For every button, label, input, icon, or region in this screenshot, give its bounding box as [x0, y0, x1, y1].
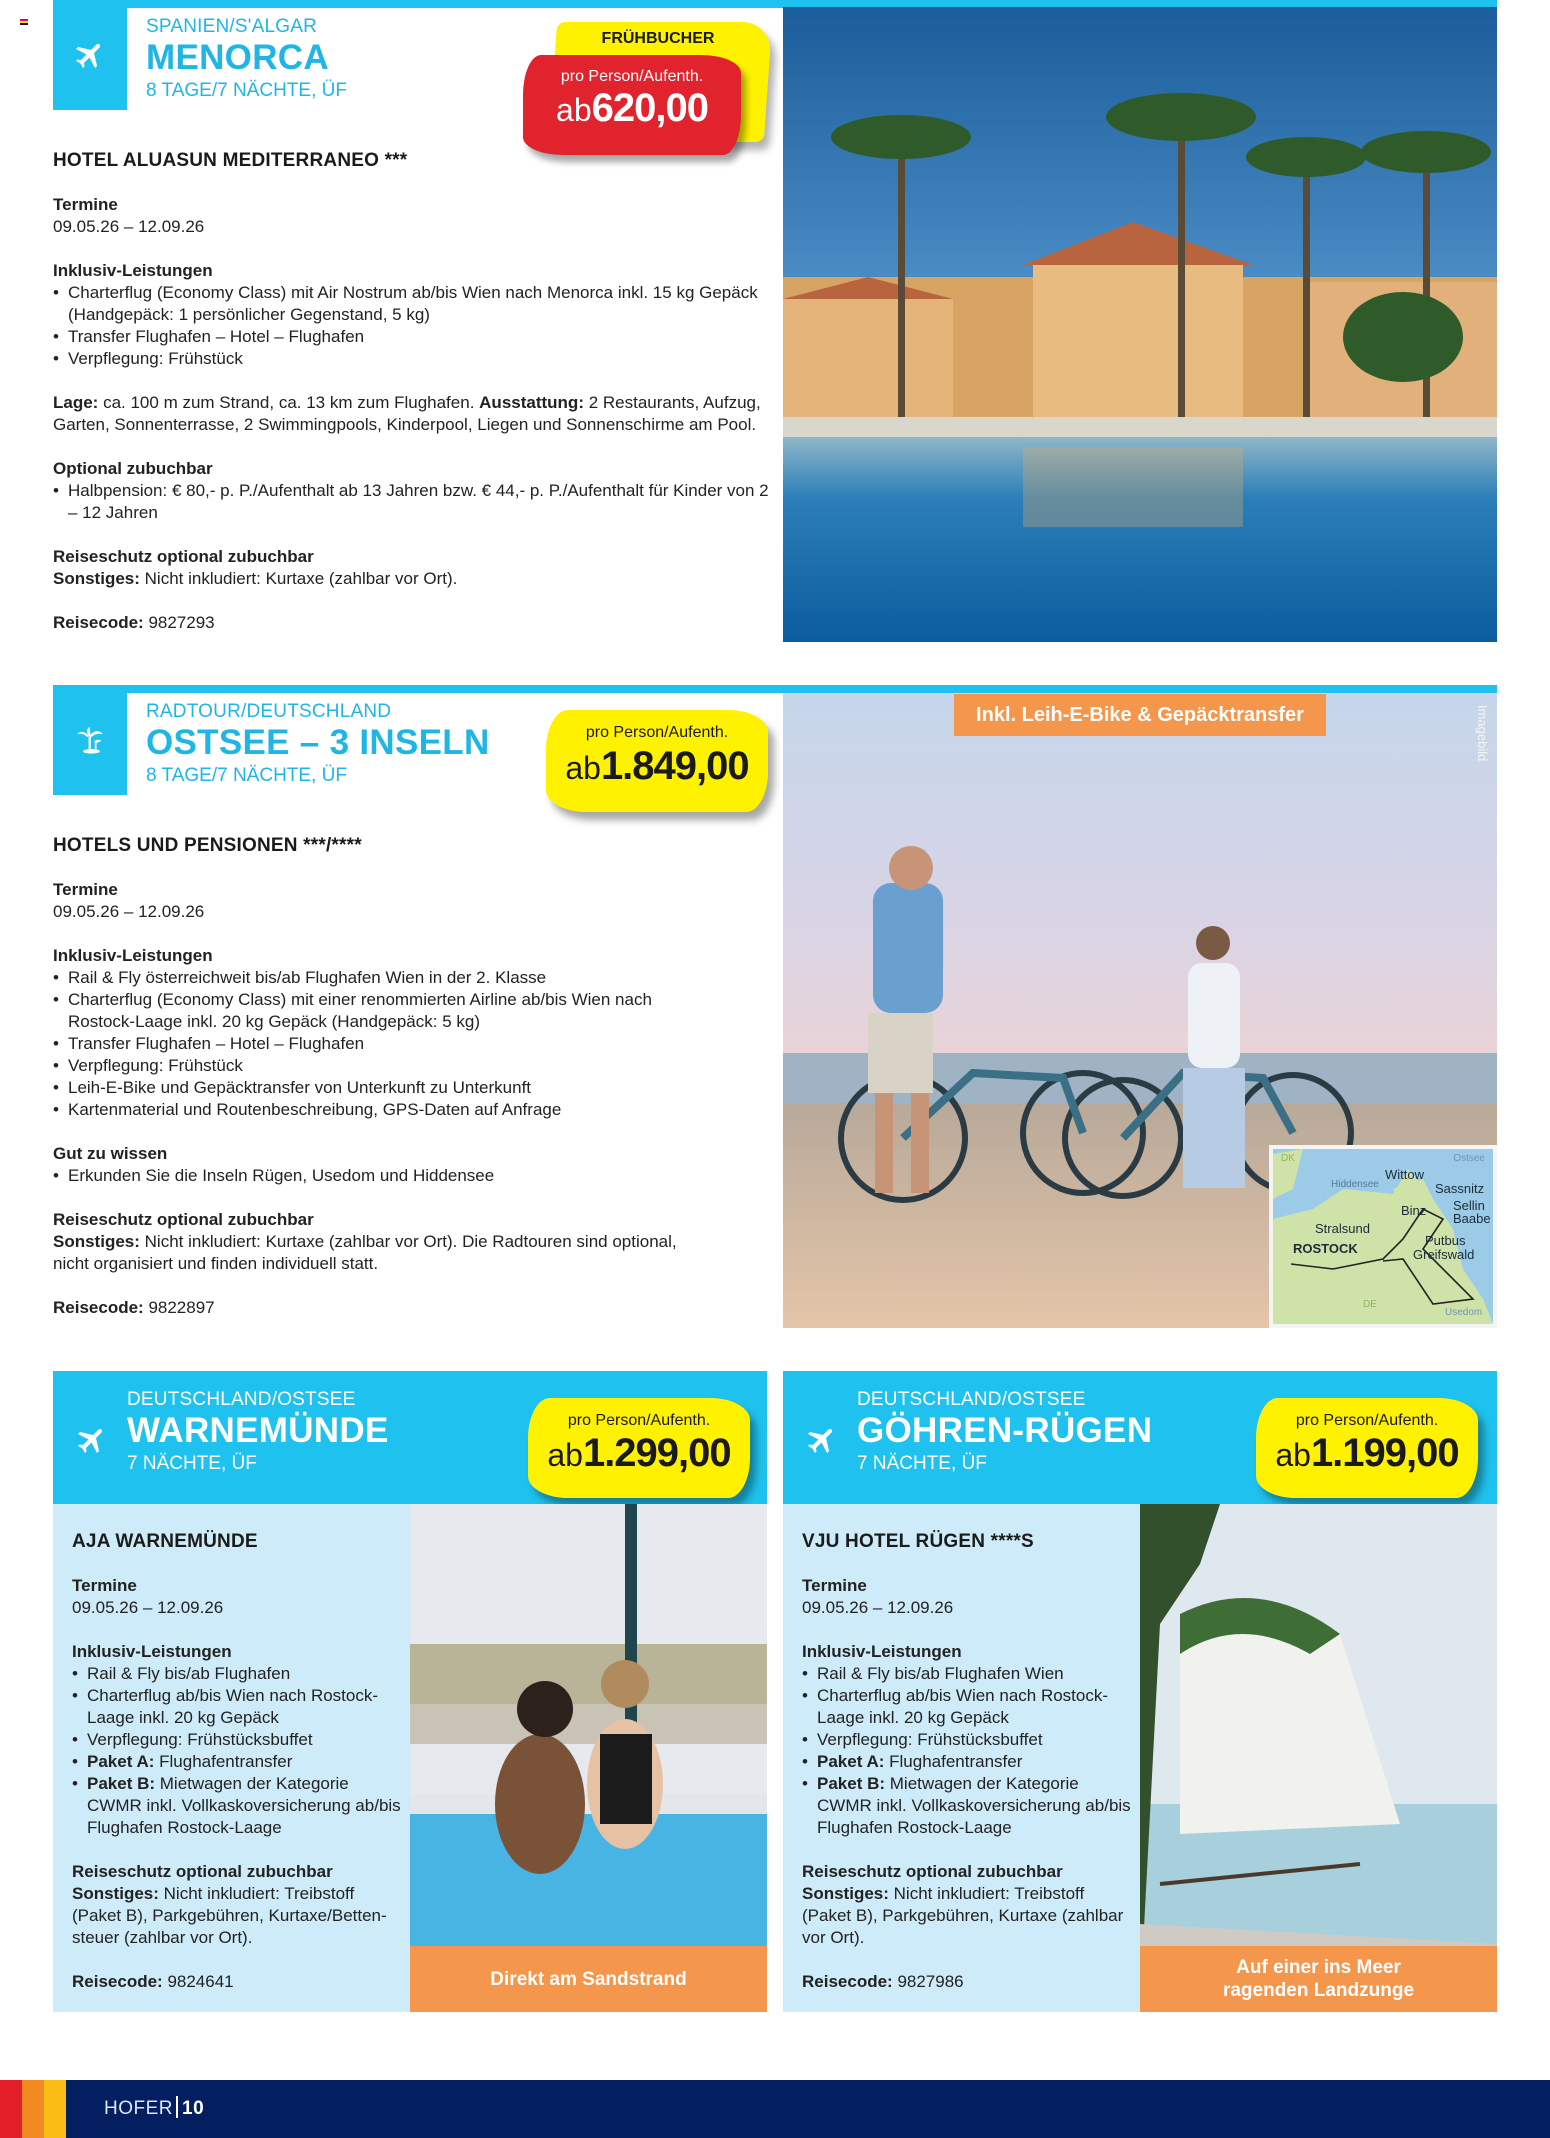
travel-dates: 09.05.26 – 12.09.26	[802, 1598, 954, 1617]
offer-duration: 8 TAGE/7 NÄCHTE, ÜF	[146, 765, 347, 787]
highlight-banner: Auf einer ins Meer ragenden Landzunge	[1140, 1946, 1497, 2012]
price-tag	[546, 710, 768, 812]
card-title: WARNEMÜNDE	[127, 1411, 389, 1450]
offer-region: SPANIEN/S'ALGAR	[146, 16, 317, 37]
earlybird-badge: FRÜHBUCHER	[601, 30, 715, 47]
brand-stripe-orange	[22, 2080, 44, 2138]
misc-block: Reiseschutz optional zubuchbar Sonstiges: Nicht inkludiert: Treibstoff (Paket B), Parkgebühren, Kurtaxe/Bettensteuer (zahlbar vor Ort).	[72, 1862, 387, 1947]
pool-couple-illustration	[410, 1504, 767, 2012]
card-duration: 7 NÄCHTE, ÜF	[127, 1453, 257, 1475]
list-item: • Transfer Flughafen – Hotel – Flughafen	[53, 1033, 693, 1055]
price-per-person: pro Person/Aufenth.	[567, 1412, 711, 1429]
brand-stripe-red	[0, 2080, 22, 2138]
offer-title: MENORCA	[146, 38, 329, 77]
card-details	[72, 1531, 402, 1993]
travel-dates: 09.05.26 – 12.09.26	[53, 217, 205, 236]
hotel-photo-pool	[783, 7, 1497, 642]
price-per-person: pro Person/Aufenth.	[560, 68, 704, 85]
inclusive-services: Inklusiv-Leistungen • Charterflug (Economy Class) mit Air Nostrum ab/bis Wien nach Menorca inkl. 15 kg Gepäck (Handgepäck: 1 persönlicher Gegenstand, 5 kg) • Transfer Flughafen – Hotel – Flughafen • Verpflegung: Frühstück	[53, 260, 773, 370]
image-disclaimer: Imagebild	[1475, 705, 1490, 762]
dates-block: Termine 09.05.26 – 12.09.26	[72, 1575, 402, 1619]
offer-heading	[146, 16, 347, 102]
location-amenities: Lage: ca. 100 m zum Strand, ca. 13 km zum Flughafen. Ausstattung: 2 Restaurants, Aufzug, Garten, Sonnenterrasse, 2 Swimmingpools, Kinderpool, Liegen und Sonnenschirme am Pool.	[53, 393, 761, 434]
list-item: • Rail & Fly bis/ab Flughafen Wien	[802, 1663, 1132, 1685]
travel-code: Reisecode: 9824641	[72, 1972, 234, 1991]
optional-extras: Optional zubuchbar • Halbpension: € 80,- p. P./Aufenthalt ab 13 Jahren bzw. € 44,- p. P./Aufenthalt für Kinder von 2 – 12 Jahren	[53, 458, 773, 524]
card-heading	[127, 1389, 389, 1475]
offer-heading	[146, 701, 490, 787]
offer-title: OSTSEE – 3 INSELN	[146, 723, 490, 762]
price-tag	[1256, 1398, 1478, 1498]
card-duration: 7 NÄCHTE, ÜF	[857, 1453, 987, 1475]
list-item: • Verpflegung: Frühstücksbuffet	[802, 1729, 1132, 1751]
list-item: • Verpflegung: Frühstück	[53, 348, 773, 370]
dates-block: Termine 09.05.26 – 12.09.26	[53, 194, 773, 238]
route-map: DK Ostsee Wittow Hiddensee Sassnitz Binz Sellin Baabe Stralsund Putbus ROSTOCK Greifswald DE Usedom	[1269, 1145, 1497, 1328]
card-heading	[857, 1389, 1152, 1475]
list-item: • Leih-E-Bike und Gepäcktransfer von Unterkunft zu Unterkunft	[53, 1077, 693, 1099]
pool-palms-illustration	[783, 7, 1497, 642]
card-title: GÖHREN-RÜGEN	[857, 1411, 1153, 1450]
hotel-name: VJU HOTEL RÜGEN ****S	[802, 1531, 1034, 1552]
misc-block: Reiseschutz optional zubuchbar Sonstiges: Nicht inkludiert: Kurtaxe (zahlbar vor Ort). Die Radtouren sind optional, nicht organisiert und finden individuell statt.	[53, 1210, 677, 1273]
travel-type-badge	[53, 0, 127, 110]
list-item: • Paket B: Mietwagen der Kategorie CWMR inkl. Vollkaskoversicherung ab/bis Flughafen Rostock-Laage	[72, 1773, 402, 1839]
list-item: • Paket A: Flughafentransfer	[802, 1751, 1132, 1773]
misc-block: Reiseschutz optional zubuchbar Sonstiges: Nicht inkludiert: Treibstoff (Paket B), Parkgebühren, Kurtaxe (zahlbar vor Ort).	[802, 1862, 1124, 1947]
palm-tree-icon	[73, 723, 107, 757]
list-item: • Erkunden Sie die Inseln Rügen, Usedom und Hiddensee	[53, 1165, 773, 1187]
inclusive-services: Inklusiv-Leistungen • Rail & Fly bis/ab Flughafen Wien • Charterflug ab/bis Wien nach Rostock-Laage inkl. 20 kg Gepäck • Verpflegung: Frühstücksbuffet • Paket A: Flughafentransfer • Paket B: Mietwagen der Kategorie CWMR inkl. Vollkaskoversicherung ab/bis Flughafen Rostock-Laage	[802, 1641, 1132, 1839]
list-item: • Paket A: Flughafentransfer	[72, 1751, 402, 1773]
chalk-cliff-illustration	[1140, 1504, 1497, 2012]
price-tag	[528, 1398, 750, 1498]
offer-region: RADTOUR/DEUTSCHLAND	[146, 701, 392, 722]
brand-stripe-yellow	[44, 2080, 66, 2138]
good-to-know: Gut zu wissen • Erkunden Sie die Inseln Rügen, Usedom und Hiddensee	[53, 1143, 773, 1187]
section-accent-bar	[53, 685, 1497, 693]
page-footer	[0, 2080, 1550, 2138]
card-header	[53, 1371, 767, 1504]
page-number: 10	[182, 2098, 205, 2119]
brand-name: HOFER	[104, 2098, 173, 2119]
travel-code: Reisecode: 9827986	[802, 1972, 964, 1991]
price-value: ab620,00	[556, 86, 708, 130]
chalk-cliff-photo	[1140, 1504, 1497, 2012]
plane-icon	[75, 1423, 109, 1457]
list-item: • Halbpension: € 80,- p. P./Aufenthalt ab 13 Jahren bzw. € 44,- p. P./Aufenthalt für Kinder von 2 – 12 Jahren	[53, 480, 773, 524]
plane-icon	[73, 38, 107, 72]
list-item: • Charterflug ab/bis Wien nach Rostock-Laage inkl. 20 kg Gepäck	[802, 1685, 1132, 1729]
card-region: DEUTSCHLAND/OSTSEE	[857, 1389, 1086, 1410]
promo-banner: Inkl. Leih-E-Bike & Gepäcktransfer	[954, 694, 1326, 736]
inclusive-services: Inklusiv-Leistungen • Rail & Fly bis/ab Flughafen • Charterflug ab/bis Wien nach Rostock-Laage inkl. 20 kg Gepäck • Verpflegung: Frühstücksbuffet • Paket A: Flughafentransfer • Paket B: Mietwagen der Kategorie CWMR inkl. Vollkaskoversicherung ab/bis Flughafen Rostock-Laage	[72, 1641, 402, 1839]
hotel-name: HOTEL ALUASUN MEDITERRANEO ***	[53, 150, 408, 171]
travel-type-badge	[53, 685, 127, 795]
card-region: DEUTSCHLAND/OSTSEE	[127, 1389, 356, 1410]
travel-code: Reisecode: 9822897	[53, 1298, 215, 1317]
dates-block: Termine 09.05.26 – 12.09.26	[53, 879, 773, 923]
list-item: • Rail & Fly bis/ab Flughafen	[72, 1663, 402, 1685]
plane-icon	[805, 1423, 839, 1457]
card-details	[802, 1531, 1132, 1993]
footer-brand	[104, 2096, 204, 2120]
travel-code: Reisecode: 9827293	[53, 613, 215, 632]
list-item: • Charterflug (Economy Class) mit einer renommierten Airline ab/bis Wien nach Rostock-Laage inkl. 20 kg Gepäck (Handgepäck: 5 kg)	[53, 989, 693, 1033]
travel-dates: 09.05.26 – 12.09.26	[53, 902, 205, 921]
list-item: • Rail & Fly österreichweit bis/ab Flughafen Wien in der 2. Klasse	[53, 967, 693, 989]
highlight-banner: Direkt am Sandstrand	[410, 1946, 767, 2012]
list-item: • Kartenmaterial und Routenbeschreibung, GPS-Daten auf Anfrage	[53, 1099, 693, 1121]
list-item: • Charterflug (Economy Class) mit Air Nostrum ab/bis Wien nach Menorca inkl. 15 kg Gepäck (Handgepäck: 1 persönlicher Gegenstand, 5 kg)	[53, 282, 773, 326]
hotel-name: HOTELS UND PENSIONEN ***/****	[53, 835, 362, 856]
inclusive-services: Inklusiv-Leistungen • Rail & Fly österreichweit bis/ab Flughafen Wien in der 2. Klasse • Charterflug (Economy Class) mit einer renommierten Airline ab/bis Wien nach Rostock-Laage inkl. 20 kg Gepäck (Handgepäck: 5 kg) • Transfer Flughafen – Hotel – Flughafen • Verpflegung: Frühstück • Leih-E-Bike und Gepäcktransfer von Unterkunft zu Unterkunft • Kartenmaterial und Routenbeschreibung, GPS-Daten auf Anfrage	[53, 945, 693, 1121]
offer-details	[53, 150, 773, 634]
price-per-person: pro Person/Aufenth.	[1295, 1412, 1439, 1429]
card-header	[783, 1371, 1497, 1504]
offer-menorca	[53, 0, 1497, 642]
list-item: • Transfer Flughafen – Hotel – Flughafen	[53, 326, 773, 348]
card-warnemuende	[53, 1371, 767, 2012]
price-value: ab1.299,00	[547, 1431, 731, 1475]
price-value: ab1.199,00	[1275, 1431, 1459, 1475]
card-goehren-ruegen	[783, 1371, 1497, 2012]
dates-block: Termine 09.05.26 – 12.09.26	[802, 1575, 1132, 1619]
list-item: • Verpflegung: Frühstück	[53, 1055, 693, 1077]
hotel-name: AJA WARNEMÜNDE	[72, 1531, 258, 1552]
print-registration-mark	[20, 19, 28, 25]
couple-pool-photo	[410, 1504, 767, 2012]
divider	[176, 2096, 178, 2118]
offer-details	[53, 835, 773, 1319]
offer-duration: 8 TAGE/7 NÄCHTE, ÜF	[146, 80, 347, 102]
list-item: • Verpflegung: Frühstücksbuffet	[72, 1729, 402, 1751]
misc-block: Reiseschutz optional zubuchbar Sonstiges: Nicht inkludiert: Kurtaxe (zahlbar vor Ort).	[53, 547, 458, 588]
travel-dates: 09.05.26 – 12.09.26	[72, 1598, 224, 1617]
list-item: • Charterflug ab/bis Wien nach Rostock-Laage inkl. 20 kg Gepäck	[72, 1685, 402, 1729]
price-value: ab1.849,00	[565, 744, 749, 788]
price-per-person: pro Person/Aufenth.	[585, 724, 729, 741]
price-tag	[523, 22, 773, 162]
offer-ostsee-3-inseln	[53, 685, 1497, 1328]
list-item: • Paket B: Mietwagen der Kategorie CWMR inkl. Vollkaskoversicherung ab/bis Flughafen Rostock-Laage	[802, 1773, 1132, 1839]
